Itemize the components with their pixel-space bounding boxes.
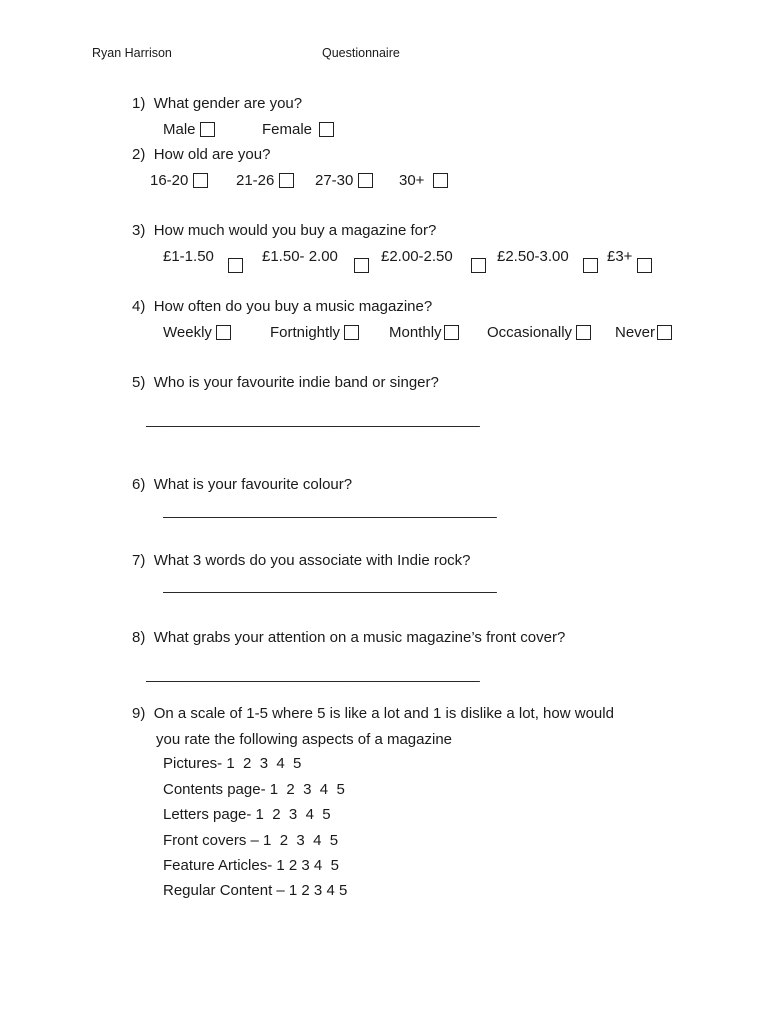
question-number: 4) (132, 298, 146, 315)
rating-letters-page[interactable]: Letters page- 1 2 3 4 5 (163, 806, 331, 823)
checkbox-price-2[interactable] (354, 258, 369, 273)
question-text: Who is your favourite indie band or singer? (153, 374, 439, 391)
question-1 (132, 95, 302, 112)
question-text: What gender are you? (153, 95, 303, 112)
checkbox-price-3[interactable] (471, 258, 486, 273)
checkbox-price-4[interactable] (583, 258, 598, 273)
option-never: Never (615, 324, 672, 341)
option-age-27-30: 27-30 (315, 172, 373, 189)
question-text: What grabs your attention on a music magazine’s front cover? (153, 629, 566, 646)
option-weekly: Weekly (163, 324, 231, 341)
question-9 (132, 705, 614, 722)
question-number: 2) (132, 146, 146, 163)
question-text: What 3 words do you associate with Indie rock? (153, 552, 471, 569)
checkbox-age-16-20[interactable] (193, 173, 208, 188)
rating-feature-articles[interactable]: Feature Articles- 1 2 3 4 5 (163, 857, 339, 874)
checkbox-age-30-plus[interactable] (433, 173, 448, 188)
option-price-4: £2.50-3.00 (497, 248, 569, 265)
question-number: 7) (132, 552, 146, 569)
question-number: 1) (132, 95, 146, 112)
author-name: Ryan Harrison (92, 46, 172, 60)
answer-line-6[interactable]: ________________________________________ (163, 502, 497, 519)
checkbox-age-27-30[interactable] (358, 173, 373, 188)
option-fortnightly: Fortnightly (270, 324, 359, 341)
question-text: What is your favourite colour? (153, 476, 353, 493)
checkbox-monthly[interactable] (444, 325, 459, 340)
question-number: 3) (132, 222, 146, 239)
option-monthly: Monthly (389, 324, 459, 341)
question-2 (132, 146, 270, 163)
option-price-3: £2.00-2.50 (381, 248, 453, 265)
question-text: How much would you buy a magazine for? (153, 222, 437, 239)
question-number: 9) (132, 705, 146, 722)
checkbox-price-5[interactable] (637, 258, 652, 273)
answer-line-8[interactable]: ________________________________________ (146, 666, 480, 683)
answer-line-5[interactable]: ________________________________________ (146, 411, 480, 428)
question-6 (132, 476, 352, 493)
checkbox-weekly[interactable] (216, 325, 231, 340)
question-text: How often do you buy a music magazine? (153, 298, 433, 315)
option-price-5: £3+ (607, 248, 633, 265)
question-number: 8) (132, 629, 146, 646)
question-7 (132, 552, 471, 569)
question-text-line-1: On a scale of 1-5 where 5 is like a lot and 1 is dislike a lot, how would (153, 705, 614, 722)
document-title: Questionnaire (322, 46, 400, 60)
question-4 (132, 298, 432, 315)
checkbox-fortnightly[interactable] (344, 325, 359, 340)
rating-pictures[interactable]: Pictures- 1 2 3 4 5 (163, 755, 302, 772)
question-8 (132, 629, 565, 646)
option-price-2: £1.50- 2.00 (262, 248, 338, 265)
option-age-21-26: 21-26 (236, 172, 294, 189)
question-text-line-2: you rate the following aspects of a magazine (156, 731, 453, 748)
rating-front-covers[interactable]: Front covers – 1 2 3 4 5 (163, 832, 339, 849)
option-female: Female (262, 121, 334, 138)
question-number: 5) (132, 374, 146, 391)
option-occasionally: Occasionally (487, 324, 591, 341)
option-age-16-20: 16-20 (150, 172, 208, 189)
question-number: 6) (132, 476, 146, 493)
question-text: How old are you? (153, 146, 271, 163)
rating-contents-page[interactable]: Contents page- 1 2 3 4 5 (163, 781, 345, 798)
checkbox-never[interactable] (657, 325, 672, 340)
option-male: Male (163, 121, 215, 138)
answer-line-7[interactable]: ________________________________________ (163, 577, 497, 594)
option-age-30-plus: 30+ (399, 172, 448, 189)
checkbox-price-1[interactable] (228, 258, 243, 273)
checkbox-age-21-26[interactable] (279, 173, 294, 188)
question-5 (132, 374, 439, 391)
question-3 (132, 222, 436, 239)
option-price-1: £1-1.50 (163, 248, 214, 265)
checkbox-occasionally[interactable] (576, 325, 591, 340)
rating-regular-content[interactable]: Regular Content – 1 2 3 4 5 (163, 882, 348, 899)
checkbox-male[interactable] (200, 122, 215, 137)
checkbox-female[interactable] (319, 122, 334, 137)
